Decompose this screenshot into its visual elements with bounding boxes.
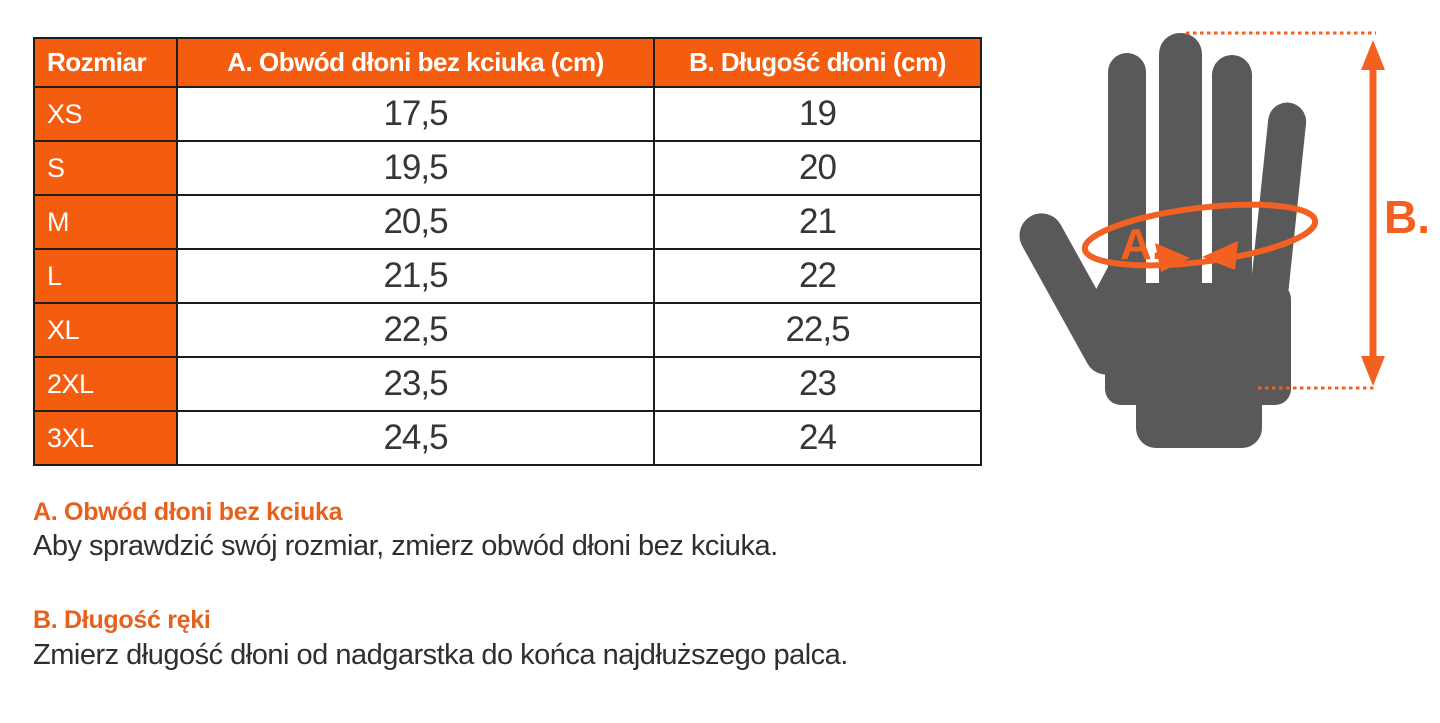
table-row bbox=[34, 87, 981, 141]
size-label: M bbox=[34, 195, 177, 249]
size-label: XL bbox=[34, 303, 177, 357]
size-label: 3XL bbox=[34, 411, 177, 465]
hand-measurement-diagram bbox=[1000, 0, 1440, 470]
length-value: 24 bbox=[654, 411, 981, 465]
length-value: 22 bbox=[654, 249, 981, 303]
table-row bbox=[34, 195, 981, 249]
header-obwod: A. Obwód dłoni bez kciuka (cm) bbox=[177, 38, 654, 87]
diagram-label-b: B. bbox=[1384, 191, 1430, 243]
size-label: 2XL bbox=[34, 357, 177, 411]
size-label: XS bbox=[34, 87, 177, 141]
table-row bbox=[34, 411, 981, 465]
arrowhead-down-icon bbox=[1361, 356, 1385, 386]
note-a-body: Aby sprawdzić swój rozmiar, zmierz obwód dłoni bez kciuka. bbox=[33, 530, 778, 562]
length-value: 23 bbox=[654, 357, 981, 411]
note-a-heading: A. Obwód dłoni bez kciuka bbox=[33, 498, 343, 526]
length-value: 20 bbox=[654, 141, 981, 195]
note-b-heading: B. Długość ręki bbox=[33, 606, 211, 634]
circumference-value: 17,5 bbox=[177, 87, 654, 141]
circumference-value: 22,5 bbox=[177, 303, 654, 357]
diagram-label-a: A. bbox=[1120, 220, 1164, 269]
circumference-value: 19,5 bbox=[177, 141, 654, 195]
table-row bbox=[34, 303, 981, 357]
table-header-row bbox=[34, 38, 981, 87]
length-value: 19 bbox=[654, 87, 981, 141]
table-row bbox=[34, 249, 981, 303]
table-row bbox=[34, 357, 981, 411]
circumference-value: 20,5 bbox=[177, 195, 654, 249]
size-label: S bbox=[34, 141, 177, 195]
circumference-value: 24,5 bbox=[177, 411, 654, 465]
length-value: 22,5 bbox=[654, 303, 981, 357]
header-dlugosc: B. Długość dłoni (cm) bbox=[654, 38, 981, 87]
arrowhead-up-icon bbox=[1361, 40, 1385, 70]
length-value: 21 bbox=[654, 195, 981, 249]
size-label: L bbox=[34, 249, 177, 303]
size-table bbox=[33, 37, 982, 466]
note-b-body: Zmierz długość dłoni od nadgarstka do końca najdłuższego palca. bbox=[33, 639, 848, 671]
circumference-value: 23,5 bbox=[177, 357, 654, 411]
table-row bbox=[34, 141, 981, 195]
circumference-value: 21,5 bbox=[177, 249, 654, 303]
header-rozmiar: Rozmiar bbox=[34, 38, 177, 87]
